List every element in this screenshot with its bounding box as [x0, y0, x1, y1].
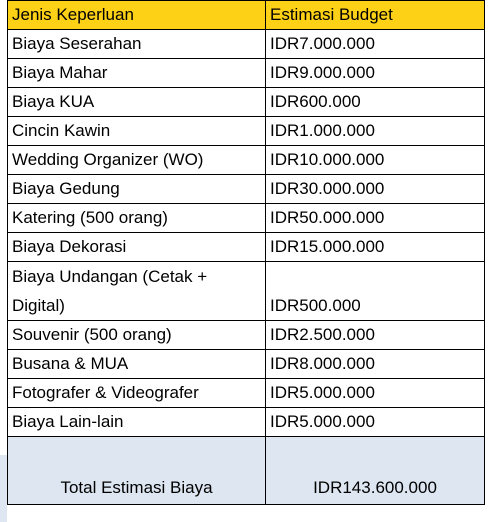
item-cell[interactable]: Fotografer & Videografer [8, 379, 266, 408]
item-cell[interactable]: Souvenir (500 orang) [8, 321, 266, 350]
item-cell[interactable]: Wedding Organizer (WO) [8, 146, 266, 175]
budget-cell[interactable]: IDR7.000.000 [266, 30, 485, 59]
budget-sheet [7, 0, 488, 522]
table-row [8, 379, 485, 408]
item-cell[interactable]: Biaya Undangan (Cetak + Digital) [8, 262, 266, 321]
budget-cell[interactable]: IDR1.000.000 [266, 117, 485, 146]
item-cell[interactable]: Biaya Gedung [8, 175, 266, 204]
table-row [8, 117, 485, 146]
budget-cell[interactable]: IDR500.000 [266, 262, 485, 321]
item-cell[interactable]: Katering (500 orang) [8, 204, 266, 233]
budget-cell[interactable]: IDR8.000.000 [266, 350, 485, 379]
item-cell[interactable]: Busana & MUA [8, 350, 266, 379]
table-row [8, 204, 485, 233]
item-cell[interactable]: Cincin Kawin [8, 117, 266, 146]
table-row [8, 30, 485, 59]
total-value-cell[interactable]: IDR143.600.000 [266, 437, 485, 505]
table-row [8, 408, 485, 437]
budget-cell[interactable]: IDR5.000.000 [266, 408, 485, 437]
header-cell-item[interactable]: Jenis Keperluan [8, 1, 266, 30]
item-cell[interactable]: Biaya KUA [8, 88, 266, 117]
table-row [8, 88, 485, 117]
item-cell[interactable]: Biaya Mahar [8, 59, 266, 88]
table-row [8, 59, 485, 88]
total-row-band [0, 455, 7, 522]
item-cell[interactable]: Biaya Lain-lain [8, 408, 266, 437]
budget-cell[interactable]: IDR5.000.000 [266, 379, 485, 408]
total-row [8, 437, 485, 505]
budget-cell[interactable]: IDR30.000.000 [266, 175, 485, 204]
budget-cell[interactable]: IDR2.500.000 [266, 321, 485, 350]
item-cell[interactable]: Biaya Dekorasi [8, 233, 266, 262]
header-cell-budget[interactable]: Estimasi Budget [266, 1, 485, 30]
budget-cell[interactable]: IDR10.000.000 [266, 146, 485, 175]
table-row [8, 233, 485, 262]
table-row [8, 321, 485, 350]
table-row [8, 175, 485, 204]
item-cell[interactable]: Biaya Seserahan [8, 30, 266, 59]
budget-cell[interactable]: IDR600.000 [266, 88, 485, 117]
table-header-row [8, 1, 485, 30]
budget-cell[interactable]: IDR9.000.000 [266, 59, 485, 88]
budget-cell[interactable]: IDR15.000.000 [266, 233, 485, 262]
table-row [8, 262, 485, 321]
budget-table [7, 0, 485, 505]
table-row [8, 350, 485, 379]
table-row [8, 146, 485, 175]
total-label-cell[interactable]: Total Estimasi Biaya [8, 437, 266, 505]
budget-cell[interactable]: IDR50.000.000 [266, 204, 485, 233]
